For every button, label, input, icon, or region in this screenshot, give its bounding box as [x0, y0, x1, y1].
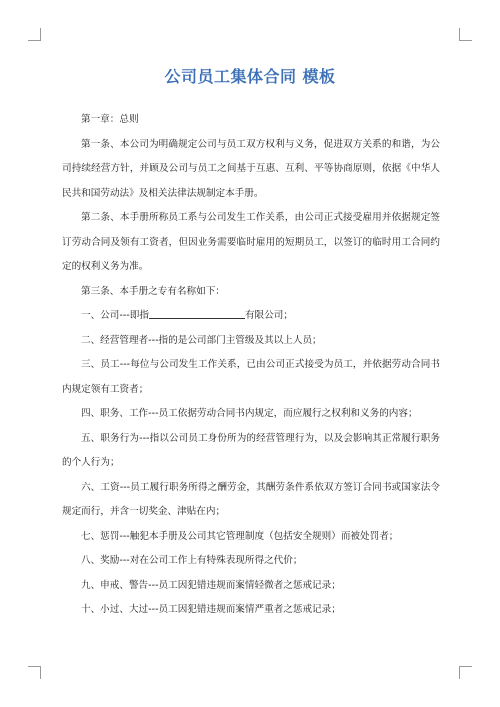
definition-3: 三、员工---每位与公司发生工作关系，已由公司正式接受为员工，并依据劳动合同书内规定领有工资者； — [62, 359, 440, 395]
document-body — [62, 108, 440, 623]
article-2: 第二条、本手册所称员工系与公司发生工作关系，由公司正式接受雇用并依据规定签订劳动合同及领有工资者，但因业务需要临时雇用的短期员工，以签订的临时用工合同约定的权利义务为准。 — [62, 212, 440, 272]
document-title: 公司员工集体合同 模板 — [164, 67, 336, 86]
definition-4: 四、职务、工作---员工依据劳动合同书内规定，而应履行之权利和义务的内容； — [81, 408, 418, 419]
company-name-blank[interactable] — [149, 308, 245, 319]
crop-mark-bottom-left — [28, 666, 41, 679]
chapter-heading: 第一章：总则 — [81, 114, 139, 125]
definition-8: 八、奖励---对在公司工作上有特殊表现所得之代价； — [81, 555, 303, 566]
crop-mark-bottom-right — [459, 666, 472, 679]
definition-1 — [62, 304, 440, 329]
crop-mark-top-right — [459, 28, 472, 41]
definition-10: 十、小过、大过---员工因犯错违规而案情严重者之惩戒记录； — [81, 604, 341, 615]
definition-6: 六、工资---员工履行职务所得之酬劳金，其酬劳条件系依双方签订合同书或国家法令规定而行，并含一切奖金、津贴在内； — [62, 481, 440, 517]
definition-7: 七、惩罚---触犯本手册及公司其它管理制度（包括安全规则）而被处罚者； — [81, 530, 399, 542]
definition-1-suffix: 有限公司； — [244, 310, 293, 321]
definition-2: 二、经营管理者---指的是公司部门主管级及其以上人员； — [81, 334, 322, 346]
crop-mark-top-left — [28, 28, 41, 41]
definition-9: 九、申戒、警告---员工因犯错违规而案情轻微者之惩戒记录； — [81, 579, 341, 591]
article-3: 第三条、本手册之专有名称如下： — [81, 285, 225, 297]
definition-1-prefix: 一、公司---即指 — [81, 310, 149, 321]
definition-5: 五、职务行为---指以公司员工身份所为的经营管理行为，以及会影响其正常履行职务的个人行为； — [62, 432, 440, 468]
article-1: 第一条、本公司为明确规定公司与员工双方权利与义务，促进双方关系的和谐，为公司持续经营方针，并顾及公司与员工之间基于互惠、互利、平等协商原则，依据《中华人民共和国劳动法》及相关法律法规制定本手册。 — [62, 138, 440, 199]
